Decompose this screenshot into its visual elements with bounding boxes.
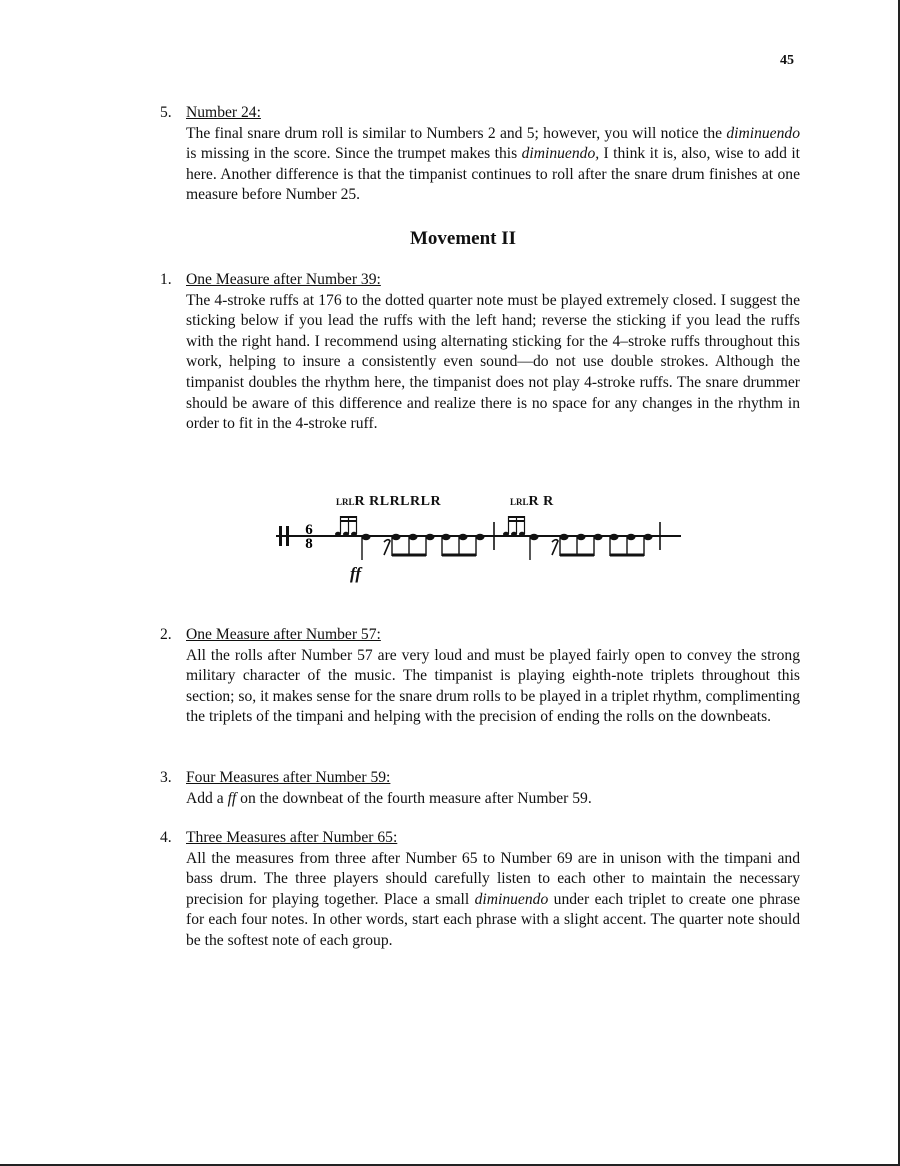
beamed-eighths-3 xyxy=(560,534,603,556)
item-heading: One Measure after Number 39: xyxy=(186,271,381,288)
dynamic-marking: ff xyxy=(350,564,362,583)
item-body: The 4-stroke ruffs at 176 to the dotted quarter note must be played extremely closed. I suggest the sticking below if you lead the ruffs with the left hand; reverse the sticking if you lead the ruffs with the right hand. I recommend using alternating sticking for the 4–stroke ruffs throughout this work, helping to insure a consistently even sound—do not use double strokes. Although the timpanist doubles the rhythm here, the timpanist does not play 4-stroke ruffs. The snare drummer should be aware of this difference and realize there is no space for any changes in the rhythm in order to fit in the 4-stroke ruff. xyxy=(186,291,800,433)
item-heading: Four Measures after Number 59: xyxy=(186,769,391,786)
beamed-eighths-2 xyxy=(442,534,485,556)
list-item-measure-59 xyxy=(160,768,800,809)
body-text: on the downbeat of the fourth measure after Number 59. xyxy=(236,789,592,807)
grace-sticking: LRL xyxy=(336,497,355,507)
item-body xyxy=(186,124,800,206)
body-text: I think it is, also, wise to add it here. Another difference is that the timpanist continues to roll after the snare drum finishes at one measure before Number 25. xyxy=(186,145,800,204)
body-italic: diminuendo xyxy=(726,124,800,142)
section-title: Movement II xyxy=(409,228,517,249)
body-text: The final snare drum roll is similar to Numbers 2 and 5; however, you will notice the xyxy=(186,124,727,142)
item-number: 5. xyxy=(160,104,172,121)
body-italic: ff xyxy=(227,789,237,807)
item-number: 2. xyxy=(160,626,172,643)
body-italic: diminuendo xyxy=(474,890,549,908)
beamed-eighths-1 xyxy=(392,534,435,556)
body-text: Add a xyxy=(186,789,228,807)
body-italic: diminuendo, xyxy=(521,145,600,163)
item-number: 4. xyxy=(160,829,172,846)
item-number: 3. xyxy=(160,769,172,786)
note xyxy=(530,534,539,540)
percussion-clef xyxy=(279,526,282,546)
page-number: 45 xyxy=(780,53,794,68)
eighth-rest xyxy=(384,540,390,555)
list-item-measure-39 xyxy=(160,270,800,435)
grace-notes-group-2 xyxy=(503,516,525,536)
item-body xyxy=(186,849,800,952)
item-heading: Number 24: xyxy=(186,104,261,121)
item-number: 1. xyxy=(160,271,172,288)
eighth-rest xyxy=(552,540,558,555)
grace-notes-group-1 xyxy=(335,516,357,536)
music-notation-figure xyxy=(276,490,686,590)
main-sticking: R RLRLRLR xyxy=(354,494,442,509)
percussion-clef xyxy=(286,526,289,546)
list-item-measure-65 xyxy=(160,828,800,952)
beamed-eighths-4 xyxy=(610,534,653,556)
note xyxy=(362,534,371,540)
body-text: under each triplet to create one phrase for each four notes. In other words, start each phrase with a slight accent. The quarter note should be the softest note of each group. xyxy=(186,890,800,949)
list-item-number-24 xyxy=(160,103,800,206)
item-heading: One Measure after Number 57: xyxy=(186,626,381,643)
time-signature-top: 6 xyxy=(305,522,313,538)
time-signature-bottom: 8 xyxy=(305,536,313,552)
list-item-measure-57 xyxy=(160,625,800,728)
main-sticking: R R xyxy=(528,494,554,509)
grace-sticking: LRL xyxy=(510,497,529,507)
body-text: is missing in the score. Since the trumpet makes this xyxy=(186,145,522,163)
item-heading: Three Measures after Number 65: xyxy=(186,829,398,846)
item-body: All the rolls after Number 57 are very loud and must be played fairly open to convey the strong military character of the music. The timpanist is playing eighth-note triplets throughout this section; so, it makes sense for the snare drum rolls to be played in a triplet rhythm, complimenting the triplets of the timpani and helping with the precision of ending the rolls on the downbeats. xyxy=(186,646,800,726)
body-text: All the measures from three after Number 65 to Number 69 are in unison with the timpani and bass drum. The three players should carefully listen to each other to maintain the necessary precision for playing together. Place a small xyxy=(186,849,800,908)
item-body xyxy=(186,789,800,810)
